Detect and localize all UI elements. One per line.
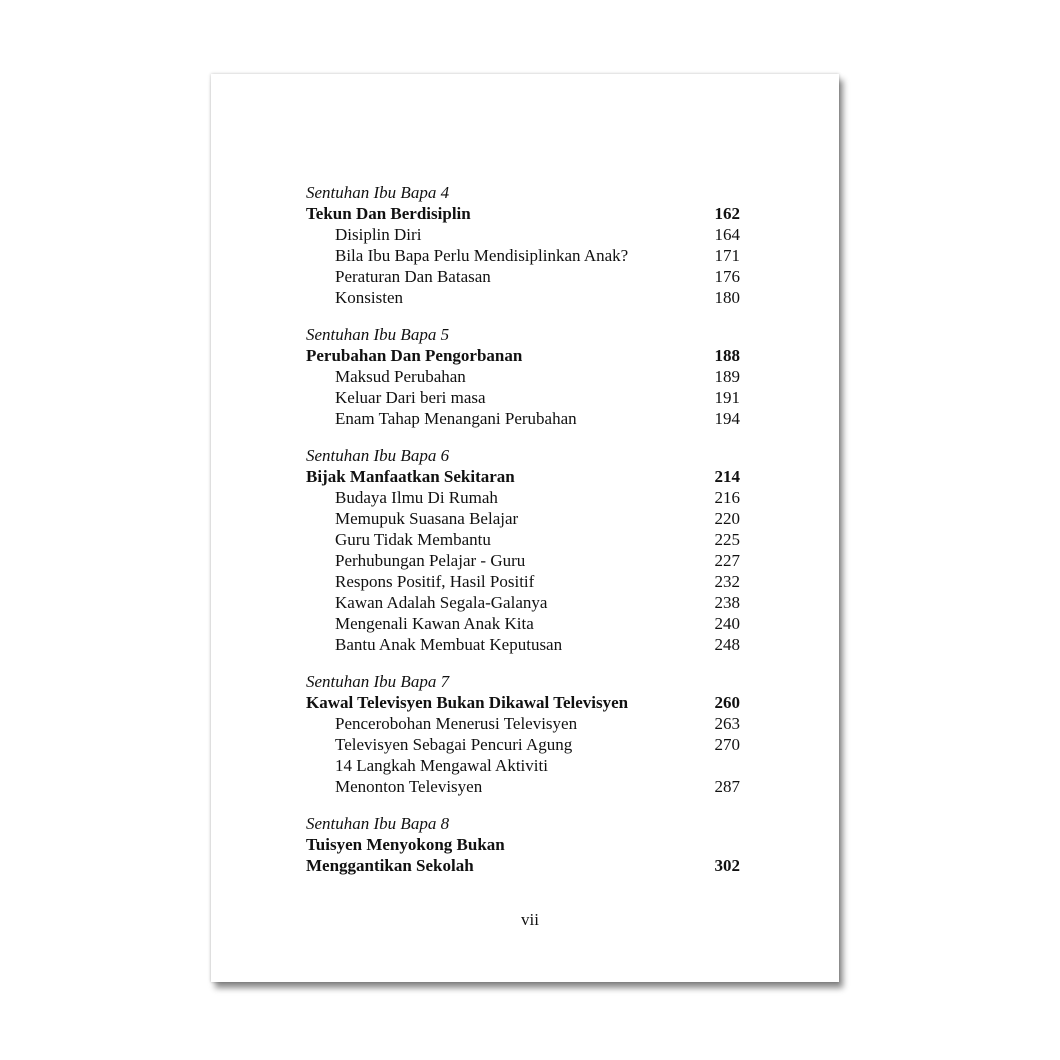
entry-page-number: 270 — [714, 735, 740, 754]
toc-section — [306, 813, 740, 876]
entry-title: Budaya Ilmu Di Rumah — [335, 488, 498, 507]
entry-title: Bantu Anak Membuat Keputusan — [335, 635, 563, 654]
entry-page-number: 180 — [714, 288, 740, 307]
toc-entry — [306, 224, 740, 245]
toc-entry — [306, 734, 740, 755]
entry-title: Pencerobohan Menerusi Televisyen — [335, 714, 578, 733]
entry-title: Respons Positif, Hasil Positif — [335, 572, 535, 591]
entry-title: Guru Tidak Membantu — [335, 530, 491, 549]
entry-page-number: 225 — [714, 530, 740, 549]
chapter-title: Menggantikan Sekolah — [306, 856, 474, 875]
toc-entry — [306, 613, 740, 634]
toc-entry — [306, 408, 740, 429]
entry-page-number: 263 — [714, 714, 740, 733]
entry-page-number: 176 — [714, 267, 740, 286]
chapter-page-number: 302 — [714, 856, 740, 875]
chapter-title: Tuisyen Menyokong Bukan — [306, 835, 505, 854]
chapter-page-number: 162 — [714, 204, 740, 223]
section-kicker: Sentuhan Ibu Bapa 7 — [306, 672, 450, 691]
entry-title: Televisyen Sebagai Pencuri Agung — [335, 735, 573, 754]
toc-entry — [306, 266, 740, 287]
entry-page-number: 171 — [714, 246, 740, 265]
entry-page-number: 287 — [714, 777, 740, 796]
entry-title: Disiplin Diri — [335, 225, 422, 244]
chapter-page-number: 214 — [714, 467, 740, 486]
toc-entry — [306, 634, 740, 655]
entry-title: Mengenali Kawan Anak Kita — [335, 614, 534, 633]
chapter-heading — [306, 855, 740, 876]
toc-entry — [306, 592, 740, 613]
chapter-heading — [306, 466, 740, 487]
entry-page-number: 220 — [714, 509, 740, 528]
chapter-heading — [306, 345, 740, 366]
entry-title: Enam Tahap Menangani Perubahan — [335, 409, 577, 428]
toc-entry — [306, 387, 740, 408]
entry-title: Konsisten — [335, 288, 403, 307]
entry-page-number: 164 — [714, 225, 740, 244]
entry-title: Bila Ibu Bapa Perlu Mendisiplinkan Anak? — [335, 246, 629, 265]
toc-entry — [306, 529, 740, 550]
toc-entry — [306, 287, 740, 308]
toc-section — [306, 445, 740, 655]
toc-entry — [306, 713, 740, 734]
entry-page-number: 194 — [714, 409, 740, 428]
chapter-page-number: 188 — [714, 346, 740, 365]
entry-title: Peraturan Dan Batasan — [335, 267, 491, 286]
chapter-heading — [306, 203, 740, 224]
table-of-contents — [306, 182, 740, 892]
toc-entry — [306, 776, 740, 797]
toc-entry — [306, 755, 740, 776]
toc-section — [306, 324, 740, 429]
page-number: vii — [521, 910, 539, 929]
entry-page-number: 191 — [714, 388, 740, 407]
entry-page-number: 232 — [714, 572, 740, 591]
entry-page-number: 216 — [714, 488, 740, 507]
section-kicker: Sentuhan Ibu Bapa 8 — [306, 814, 450, 833]
entry-page-number: 240 — [714, 614, 740, 633]
toc-entry — [306, 550, 740, 571]
toc-entry — [306, 571, 740, 592]
entry-page-number: 189 — [714, 367, 740, 386]
toc-entry — [306, 245, 740, 266]
chapter-heading — [306, 834, 740, 855]
toc-section — [306, 671, 740, 797]
entry-page-number: 248 — [714, 635, 740, 654]
entry-title: 14 Langkah Mengawal Aktiviti — [335, 756, 548, 775]
entry-title: Menonton Televisyen — [335, 777, 483, 796]
toc-entry — [306, 366, 740, 387]
section-kicker: Sentuhan Ibu Bapa 4 — [306, 183, 450, 202]
entry-page-number: 227 — [714, 551, 740, 570]
toc-section — [306, 182, 740, 308]
chapter-title: Tekun Dan Berdisiplin — [306, 204, 471, 223]
chapter-title: Perubahan Dan Pengorbanan — [306, 346, 523, 365]
section-kicker: Sentuhan Ibu Bapa 6 — [306, 446, 450, 465]
chapter-title: Bijak Manfaatkan Sekitaran — [306, 467, 515, 486]
chapter-page-number: 260 — [714, 693, 740, 712]
entry-title: Keluar Dari beri masa — [335, 388, 486, 407]
entry-title: Memupuk Suasana Belajar — [335, 509, 519, 528]
chapter-title: Kawal Televisyen Bukan Dikawal Televisyen — [306, 693, 629, 712]
entry-title: Kawan Adalah Segala-Galanya — [335, 593, 548, 612]
chapter-heading — [306, 692, 740, 713]
section-kicker: Sentuhan Ibu Bapa 5 — [306, 325, 450, 344]
entry-page-number: 238 — [714, 593, 740, 612]
toc-entry — [306, 508, 740, 529]
entry-title: Perhubungan Pelajar - Guru — [335, 551, 526, 570]
toc-entry — [306, 487, 740, 508]
entry-title: Maksud Perubahan — [335, 367, 466, 386]
